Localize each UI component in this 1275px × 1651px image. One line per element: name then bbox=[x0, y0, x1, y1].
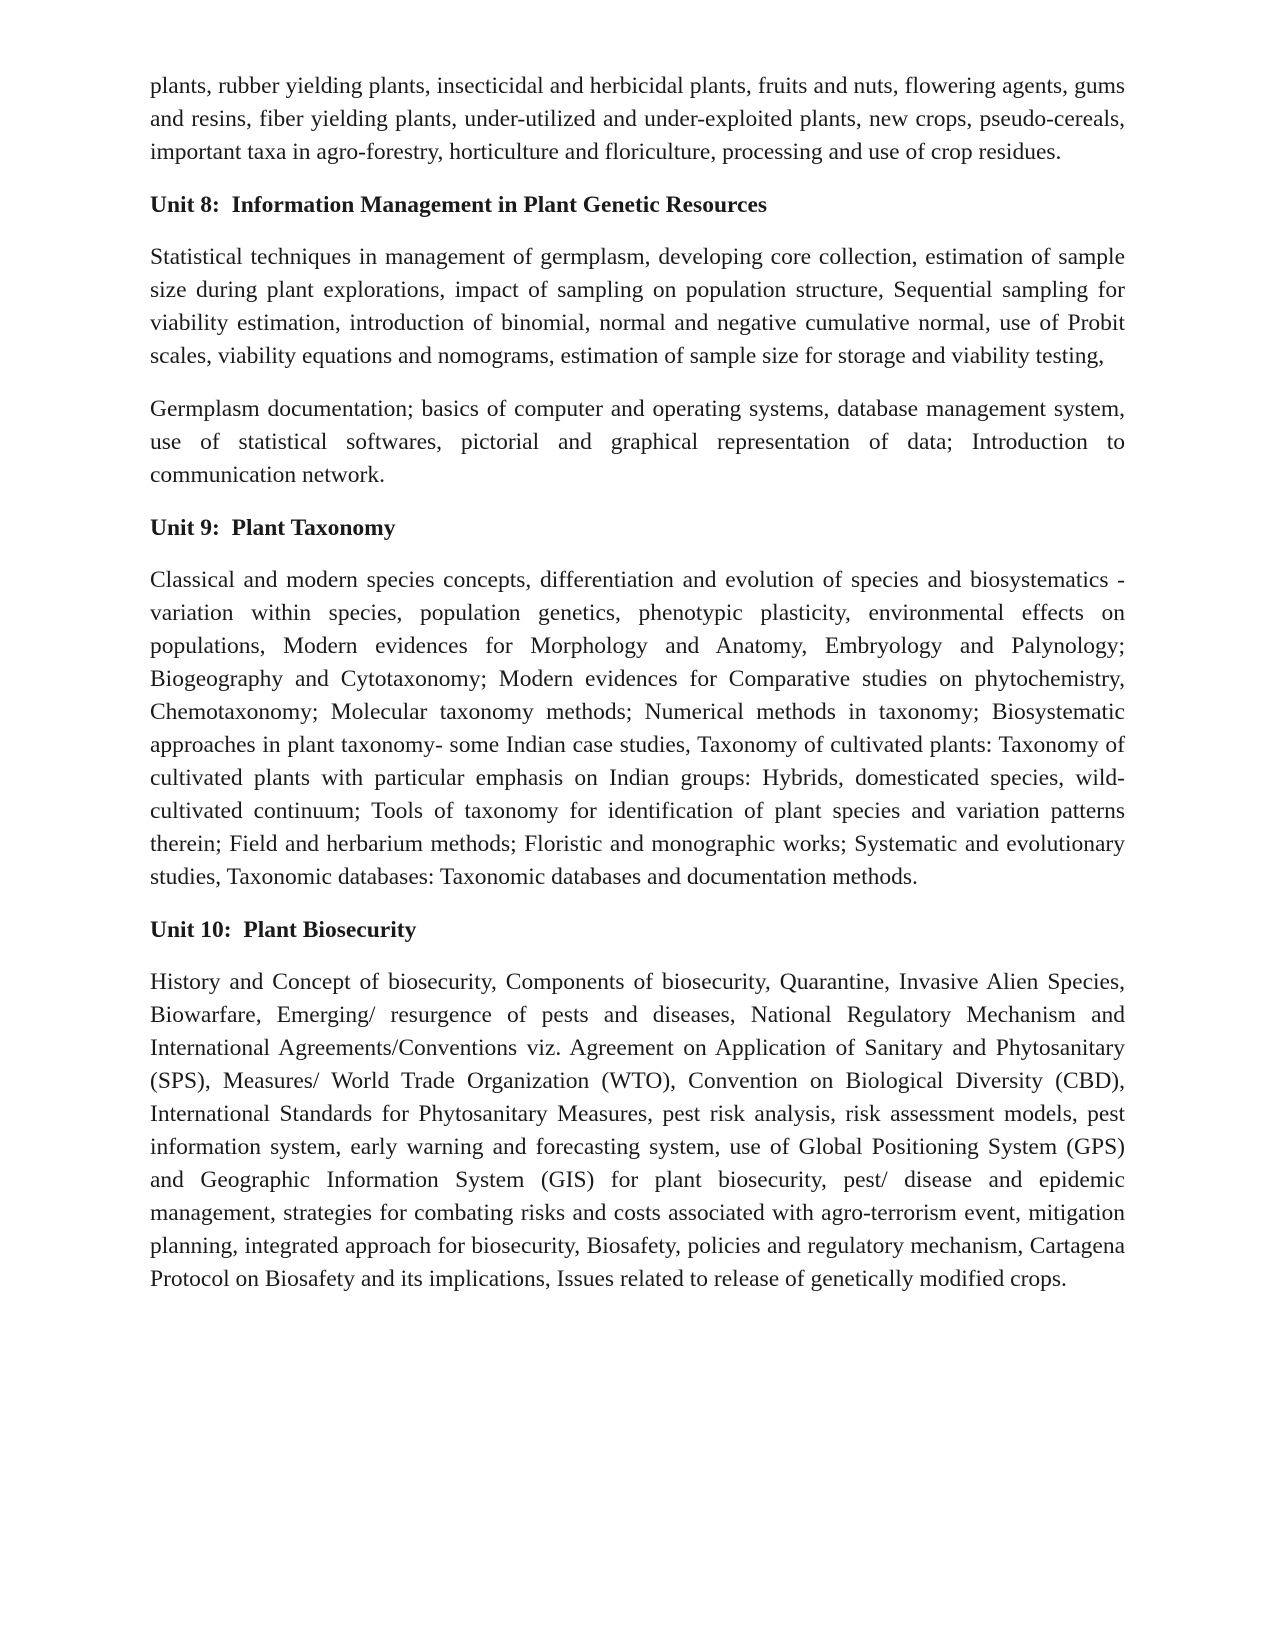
unit-10-paragraph: History and Concept of biosecurity, Components of biosecurity, Quarantine, Invasive Alien Species, Biowarfare, Emerging/ resurgence of pests and diseases, National Regulatory Mechanism and International Agreements/Conventions viz. Agreement on Application of Sanitary and Phytosanitary (SPS), Measures/ World Trade Organization (WTO), Convention on Biological Diversity (CBD), International Standards for Phytosanitary Measures, pest risk analysis, risk assessment models, pest information system, early warning and forecasting system, use of Global Positioning System (GPS) and Geographic Information System (GIS) for plant biosecurity, pest/ disease and epidemic management, strategies for combating risks and costs associated with agro-terrorism event, mitigation planning, integrated approach for biosecurity, Biosafety, policies and regulatory mechanism, Cartagena Protocol on Biosafety and its implications, Issues related to release of genetically modified crops. bbox=[150, 969, 1125, 1292]
unit-8-paragraph-2: Germplasm documentation; basics of computer and operating systems, database management system, use of statistical softwares, pictorial and graphical representation of data; Introduction to communication network. bbox=[150, 396, 1125, 488]
document-page bbox=[150, 70, 1125, 1316]
unit-8-heading: Unit 8: Information Management in Plant Genetic Resources bbox=[150, 192, 768, 218]
unit-10-heading: Unit 10: Plant Biosecurity bbox=[150, 917, 417, 943]
unit-9-paragraph: Classical and modern species concepts, differentiation and evolution of species and biosystematics -variation within species, population genetics, phenotypic plasticity, environmental effects on populations, Modern evidences for Morphology and Anatomy, Embryology and Palynology; Biogeography and Cytotaxonomy; Modern evidences for Comparative studies on phytochemistry, Chemotaxonomy; Molecular taxonomy methods; Numerical methods in taxonomy; Biosystematic approaches in plant taxonomy- some Indian case studies, Taxonomy of cultivated plants: Taxonomy of cultivated plants with particular emphasis on Indian groups: Hybrids, domesticated species, wild-cultivated continuum; Tools of taxonomy for identification of plant species and variation patterns therein; Field and herbarium methods; Floristic and monographic works; Systematic and evolutionary studies, Taxonomic databases: Taxonomic databases and documentation methods. bbox=[150, 567, 1125, 890]
unit-8-paragraph-1: Statistical techniques in management of germplasm, developing core collection, estimation of sample size during plant explorations, impact of sampling on population structure, Sequential sampling for viability estimation, introduction of binomial, normal and negative cumulative normal, use of Probit scales, viability equations and nomograms, estimation of sample size for storage and viability testing, bbox=[150, 244, 1125, 369]
intro-paragraph: plants, rubber yielding plants, insecticidal and herbicidal plants, fruits and nuts, flowering agents, gums and resins, fiber yielding plants, under-utilized and under-exploited plants, new crops, pseudo-cereals, important taxa in agro-forestry, horticulture and floriculture, processing and use of crop residues. bbox=[150, 73, 1125, 165]
unit-9-heading: Unit 9: Plant Taxonomy bbox=[150, 515, 396, 541]
